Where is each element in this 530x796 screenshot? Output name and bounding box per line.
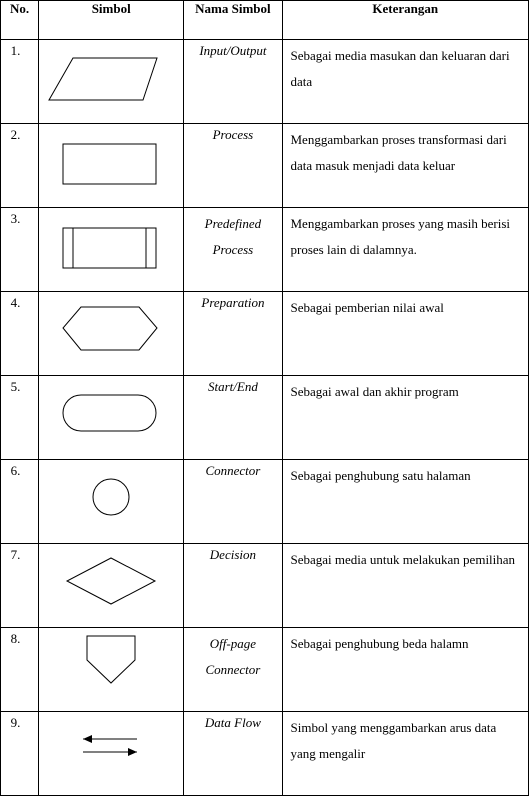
symbol-cell bbox=[39, 460, 184, 544]
symbol-name bbox=[184, 628, 282, 712]
symbol-description: Sebagai media untuk melakukan pemilihan bbox=[282, 544, 529, 628]
circle-icon bbox=[39, 460, 184, 540]
data-flow-arrows-icon bbox=[39, 712, 184, 792]
row-number: 3. bbox=[1, 208, 39, 292]
symbol-cell bbox=[39, 292, 184, 376]
symbol-cell bbox=[39, 124, 184, 208]
symbol-name: Data Flow bbox=[184, 712, 282, 796]
symbol-cell bbox=[39, 376, 184, 460]
symbol-cell bbox=[39, 628, 184, 712]
symbol-name: Preparation bbox=[184, 292, 282, 376]
header-symbol: Simbol bbox=[39, 1, 184, 40]
row-number: 4. bbox=[1, 292, 39, 376]
table-row bbox=[1, 208, 529, 292]
row-number: 9. bbox=[1, 712, 39, 796]
symbol-name-text: Off-page Connector bbox=[205, 636, 261, 677]
symbol-description: Simbol yang menggambarkan arus data yang mengalir bbox=[282, 712, 529, 796]
table-row bbox=[1, 124, 529, 208]
symbol-name: Start/End bbox=[184, 376, 282, 460]
header-no: No. bbox=[1, 1, 39, 40]
table-header-row bbox=[1, 1, 529, 40]
symbol-name-text: Predefined Process bbox=[204, 216, 262, 257]
symbol-description: Sebagai penghubung satu halaman bbox=[282, 460, 529, 544]
table-row bbox=[1, 376, 529, 460]
row-number: 5. bbox=[1, 376, 39, 460]
symbol-cell bbox=[39, 712, 184, 796]
symbol-name: Connector bbox=[184, 460, 282, 544]
symbol-description: Sebagai penghubung beda halamn bbox=[282, 628, 529, 712]
header-description: Keterangan bbox=[282, 1, 529, 40]
symbol-description: Menggambarkan proses transformasi dari data masuk menjadi data keluar bbox=[282, 124, 529, 208]
symbol-cell bbox=[39, 40, 184, 124]
symbol-name: Input/Output bbox=[184, 40, 282, 124]
table-row bbox=[1, 712, 529, 796]
symbol-description: Sebagai awal dan akhir program bbox=[282, 376, 529, 460]
diamond-icon bbox=[39, 544, 184, 624]
symbol-description: Sebagai pemberian nilai awal bbox=[282, 292, 529, 376]
table-row bbox=[1, 544, 529, 628]
parallelogram-icon bbox=[39, 40, 184, 120]
off-page-connector-icon bbox=[39, 628, 184, 708]
symbol-name: Decision bbox=[184, 544, 282, 628]
row-number: 6. bbox=[1, 460, 39, 544]
table-row bbox=[1, 292, 529, 376]
symbol-name: Process bbox=[184, 124, 282, 208]
symbol-description: Menggambarkan proses yang masih berisi proses lain di dalamnya. bbox=[282, 208, 529, 292]
table-row bbox=[1, 40, 529, 124]
header-name: Nama Simbol bbox=[184, 1, 282, 40]
row-number: 2. bbox=[1, 124, 39, 208]
rectangle-icon bbox=[39, 124, 184, 204]
table-row bbox=[1, 628, 529, 712]
symbol-cell bbox=[39, 544, 184, 628]
row-number: 1. bbox=[1, 40, 39, 124]
row-number: 8. bbox=[1, 628, 39, 712]
terminator-icon bbox=[39, 376, 184, 456]
predefined-process-icon bbox=[39, 208, 184, 288]
table-row bbox=[1, 460, 529, 544]
symbol-name bbox=[184, 208, 282, 292]
symbol-description: Sebagai media masukan dan keluaran dari data bbox=[282, 40, 529, 124]
row-number: 7. bbox=[1, 544, 39, 628]
hexagon-icon bbox=[39, 292, 184, 372]
symbol-cell bbox=[39, 208, 184, 292]
